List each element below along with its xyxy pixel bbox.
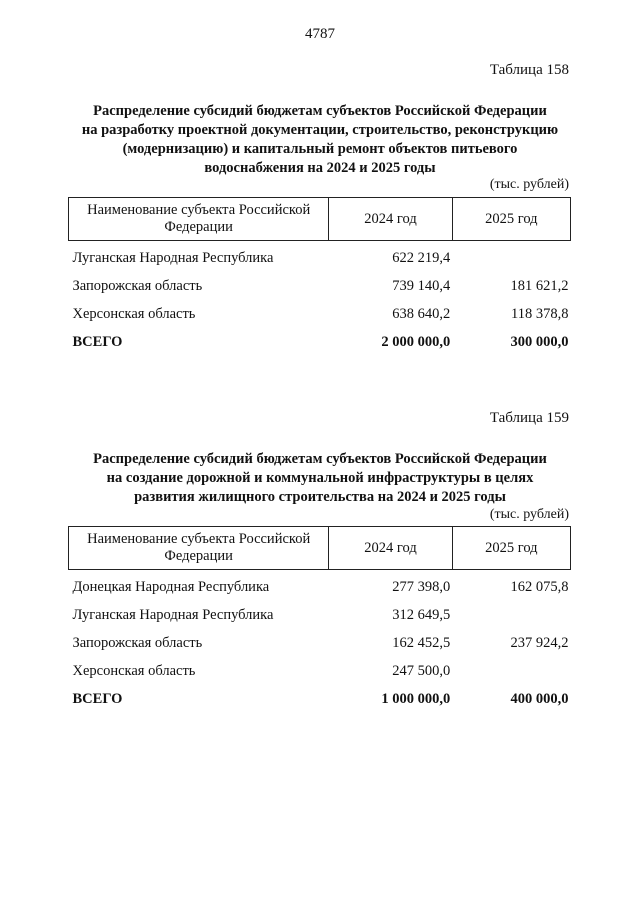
cell-subject: Луганская Народная Республика <box>72 606 274 623</box>
title-line: на создание дорожной и коммунальной инфраструктуры в целях <box>106 470 534 486</box>
table-row <box>69 241 571 273</box>
cell-2025: 162 075,8 <box>510 578 569 595</box>
cell-2025: 181 621,2 <box>510 277 569 294</box>
total-row <box>69 685 571 713</box>
cell-subject: Херсонская область <box>72 662 196 679</box>
cell-2025 <box>452 601 570 629</box>
total-label: ВСЕГО <box>72 690 123 707</box>
header-subject: Наименование субъекта Российской Федерации <box>69 198 329 241</box>
cell-2024: 312 649,5 <box>392 606 451 623</box>
total-2025: 300 000,0 <box>510 333 569 350</box>
cell-2025: 237 924,2 <box>510 634 569 651</box>
cell-2024: 739 140,4 <box>392 277 451 294</box>
cell-subject: Херсонская область <box>72 305 196 322</box>
cell-2024: 162 452,5 <box>392 634 451 651</box>
header-2024: 2024 год <box>329 198 452 241</box>
table-159-units: (тыс. рублей) <box>489 507 569 522</box>
cell-2024: 622 219,4 <box>392 249 451 266</box>
header-subject: Наименование субъекта Российской Федерации <box>69 527 329 570</box>
header-row <box>69 198 571 241</box>
cell-2024: 247 500,0 <box>392 662 451 679</box>
table-159-title <box>60 450 580 507</box>
total-2024: 1 000 000,0 <box>381 690 451 707</box>
cell-subject: Донецкая Народная Республика <box>72 578 270 595</box>
cell-subject: Запорожская область <box>72 634 203 651</box>
cell-subject: Луганская Народная Республика <box>72 249 274 266</box>
title-line: (модернизацию) и капитальный ремонт объектов питьевого <box>122 141 518 157</box>
header-row <box>69 527 571 570</box>
table-row <box>69 300 571 328</box>
title-line: водоснабжения на 2024 и 2025 годы <box>204 160 436 176</box>
title-line: Распределение субсидий бюджетам субъектов Российской Федерации <box>93 103 547 119</box>
table-159 <box>68 526 571 713</box>
header-2024: 2024 год <box>329 527 452 570</box>
cell-2024: 638 640,2 <box>392 305 451 322</box>
table-158-units: (тыс. рублей) <box>489 177 569 192</box>
table-row <box>69 570 571 602</box>
page-number: 4787 <box>305 26 335 42</box>
title-line: Распределение субсидий бюджетам субъектов Российской Федерации <box>93 451 547 467</box>
table-159-label: Таблица 159 <box>489 410 569 426</box>
total-row <box>69 328 571 356</box>
table-row <box>69 629 571 657</box>
cell-2025: 118 378,8 <box>511 305 569 322</box>
title-line: на разработку проектной документации, строительство, реконструкцию <box>81 122 559 138</box>
total-2025: 400 000,0 <box>510 690 569 707</box>
total-label: ВСЕГО <box>72 333 123 350</box>
table-row <box>69 601 571 629</box>
table-158-title <box>60 102 580 178</box>
total-2024: 2 000 000,0 <box>381 333 451 350</box>
header-2025: 2025 год <box>452 198 570 241</box>
table-row <box>69 657 571 685</box>
title-line: развития жилищного строительства на 2024 и 2025 годы <box>134 489 506 505</box>
cell-2025 <box>452 657 570 685</box>
cell-subject: Запорожская область <box>72 277 203 294</box>
cell-2025 <box>452 241 570 273</box>
table-row <box>69 272 571 300</box>
table-158-label: Таблица 158 <box>489 62 569 78</box>
table-158 <box>68 197 571 356</box>
cell-2024: 277 398,0 <box>392 578 451 595</box>
header-2025: 2025 год <box>452 527 570 570</box>
